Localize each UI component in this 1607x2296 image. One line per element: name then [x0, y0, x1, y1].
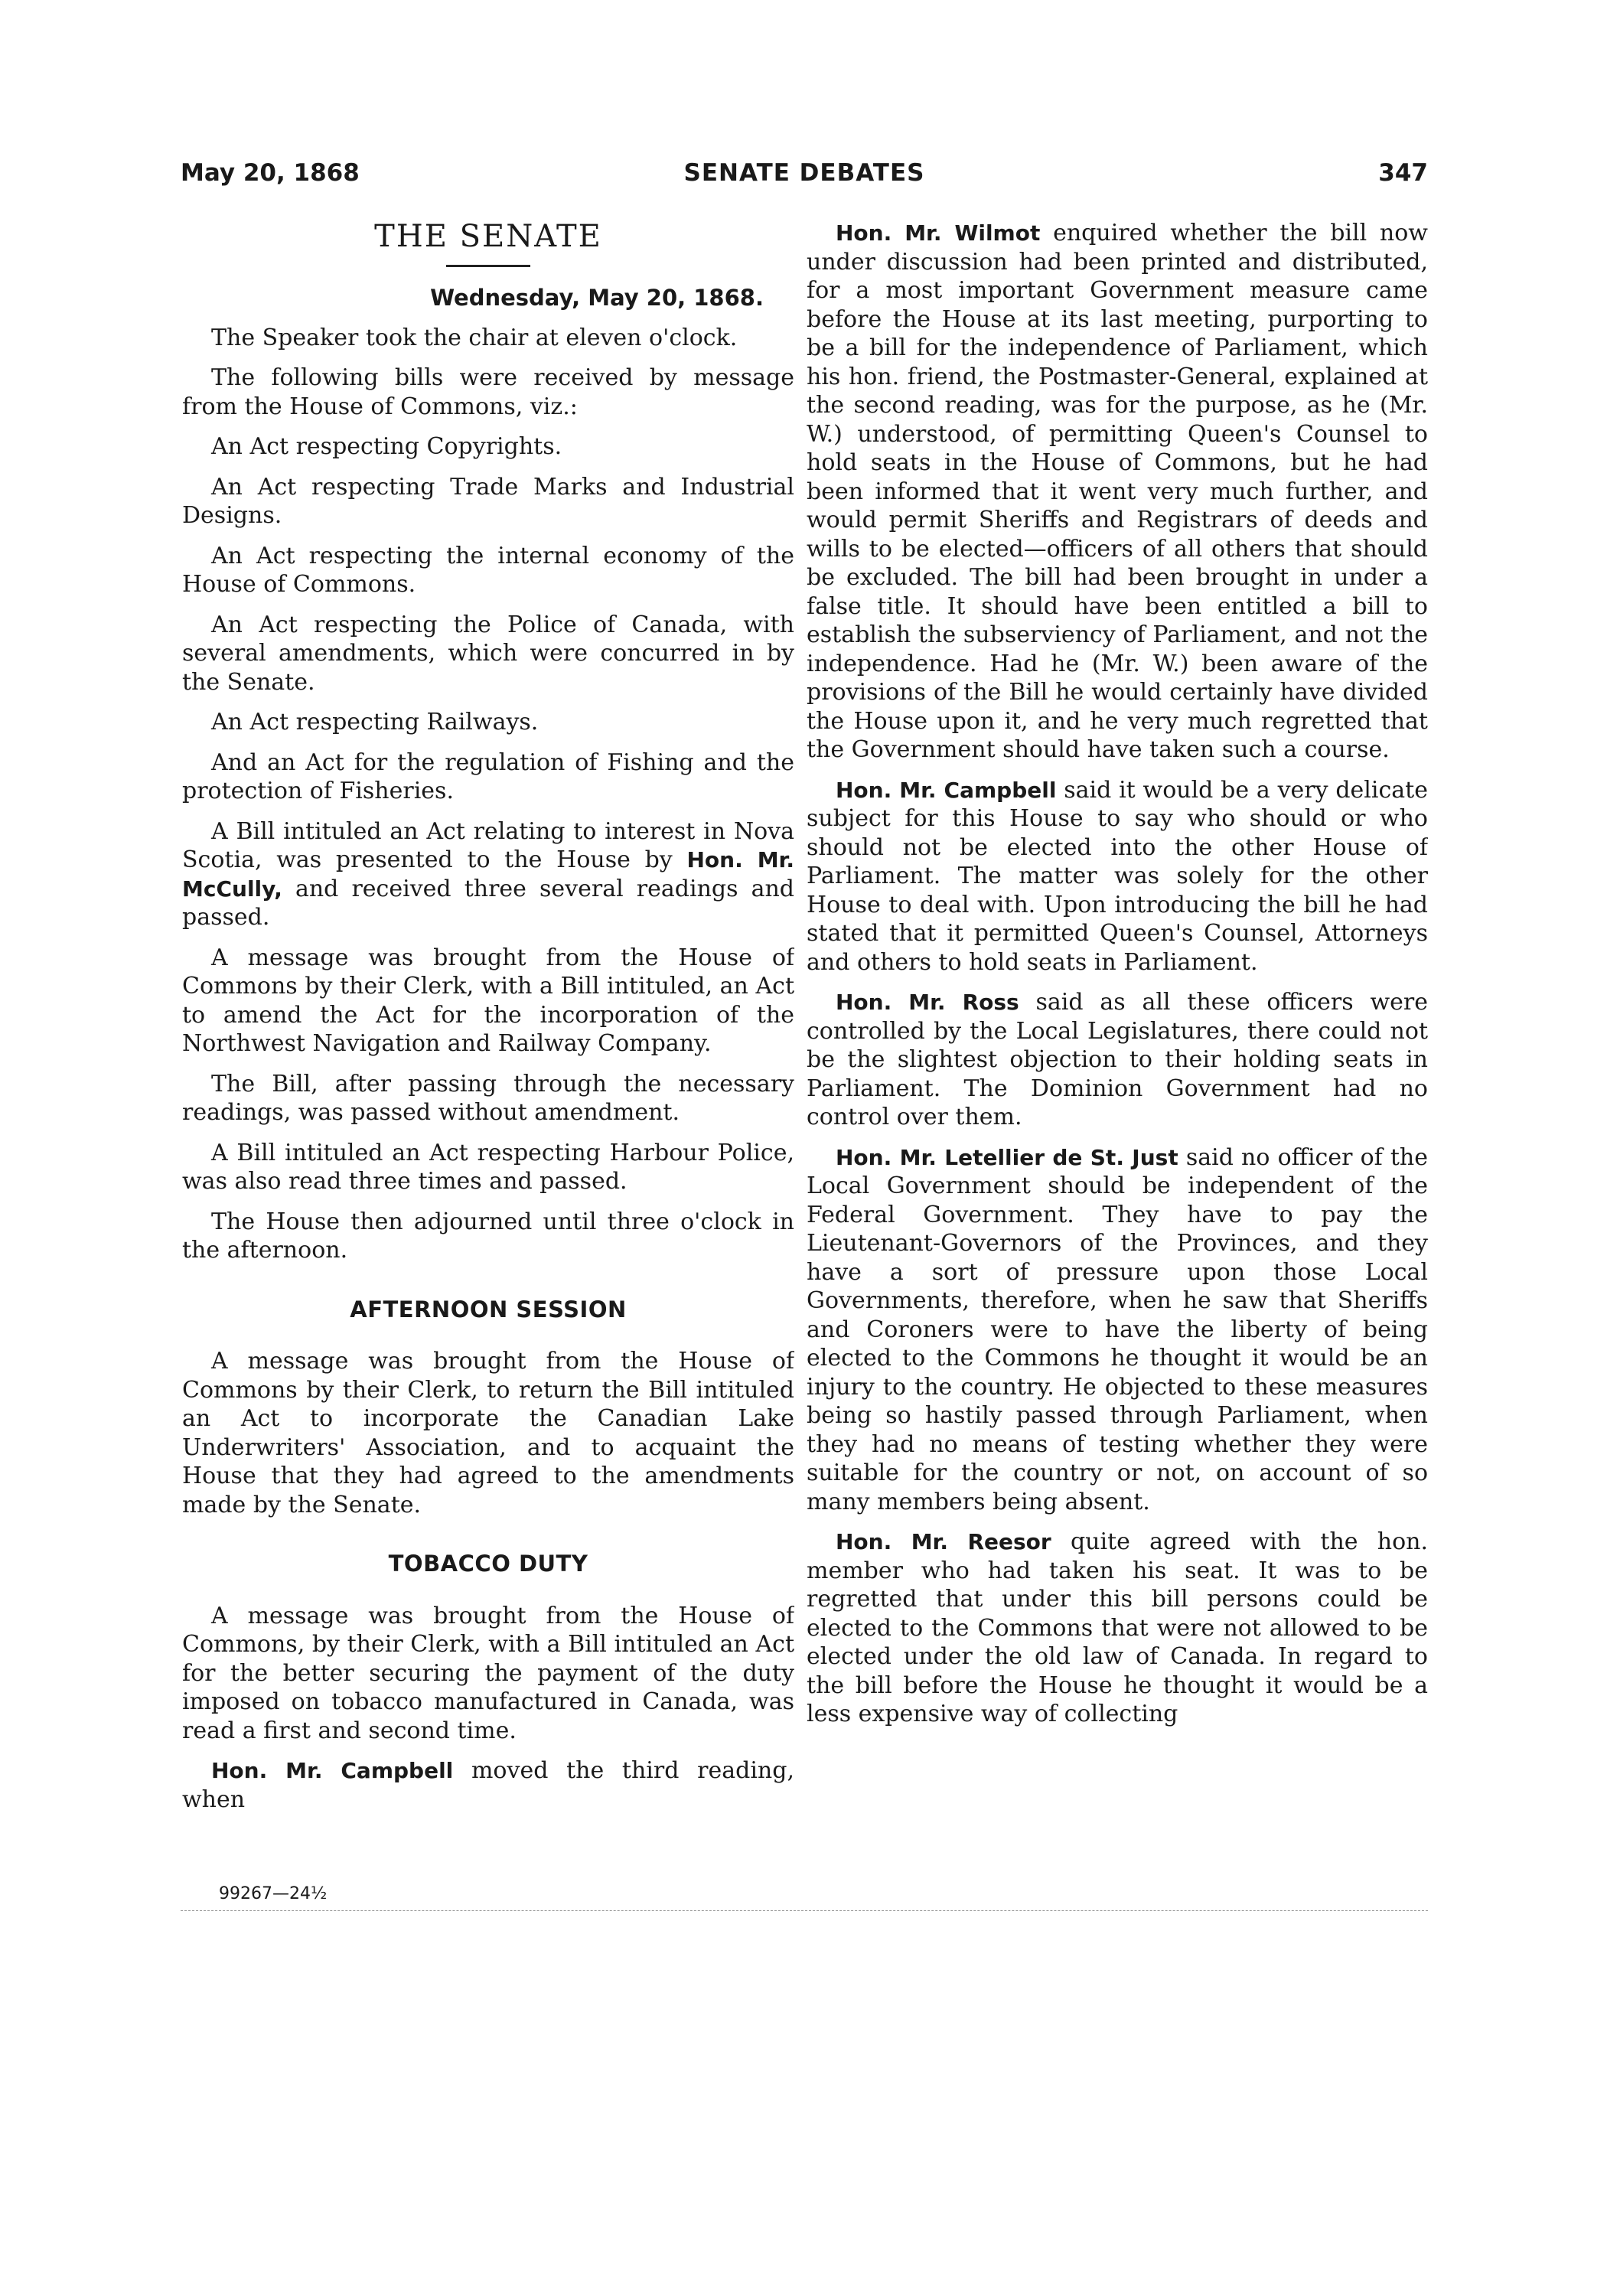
senate-title: THE SENATE — [374, 219, 602, 254]
footnote-code: 99267—24½ — [219, 1884, 328, 1903]
dateline: Wednesday, May 20, 1868. — [430, 285, 764, 311]
right-column — [807, 219, 1428, 2178]
paragraph-text: moved the third reading, when — [182, 1757, 794, 1813]
header-date: May 20, 1868 — [181, 159, 360, 187]
speaker-name: Hon. Mr. Wilmot — [836, 220, 1041, 246]
paragraph: An Act respecting the internal economy of the House of Commons. — [182, 542, 794, 598]
speech-text: said no officer of the Local Government should be independent of the Federal Government. They have to pay the Lieutenant-Governors of the Provinces, and they have a sort of pressure upon those Local Governments, therefore, when he saw that Sheriffs and Coroners were to have the liberty of being elected to the Commons he thought it would be an injury to the country. He objected to these measures being so hastily passed through Parliament, when they had no means of testing whether they were suitable for the country or not, on account of so many members being absent. — [807, 1143, 1428, 1515]
speaker-name: Hon. Mr. Campbell — [211, 1758, 454, 1783]
speaker-name: Hon. Mr. Letellier de St. Just — [836, 1144, 1178, 1170]
speech — [807, 1528, 1428, 1729]
running-header — [181, 159, 1428, 197]
speech — [807, 1143, 1428, 1517]
speech-text: enquired whether the bill now under discussion had been printed and distributed, for a most important Government measure came before the House at its last meeting, purporting to be a bill for the independence of Parliament, which his hon. friend, the Postmaster-General, explained at the second reading, was for the purpose, as he (Mr. W.) understood, of permitting Queen's Counsel to hold seats in the House of Commons, but he had been informed that it went very much further, and would permit Sheriffs and Registrars of deeds and wills to be elected—officers of all others that should be excluded. The bill had been brought in under a false title. It should have been entitled a bill to establish the subserviency of Parliament, and not the independence. Had he (Mr. W.) been aware of the provisions of the Bill he would certainly have divided the House upon it, and he very much regretted that the Government should have taken such a course. — [807, 220, 1428, 763]
bottom-rule — [181, 1910, 1428, 1911]
paragraph: A message was brought from the House of Commons by their Clerk, with a Bill intituled, an Act to amend the Act for the incorporation of the Northwest Navigation and Railway Company. — [182, 944, 794, 1057]
paragraph-text: and received three several readings and passed. — [182, 875, 794, 931]
paragraph-campbell — [182, 1756, 794, 1814]
paragraph: The following bills were received by message from the House of Commons, viz.: — [182, 364, 794, 420]
speaker-name: Hon. Mr. Reesor — [836, 1529, 1051, 1554]
afternoon-session-heading: AFTERNOON SESSION — [350, 1296, 627, 1322]
paragraph: The Bill, after passing through the necessary readings, was passed without amendment. — [182, 1070, 794, 1126]
paragraph: An Act respecting the Police of Canada, with several amendments, which were concurred in by the Senate. — [182, 611, 794, 696]
speech — [807, 219, 1428, 765]
paragraph: The Speaker took the chair at eleven o'clock. — [211, 324, 738, 351]
paragraph: And an Act for the regulation of Fishing and the protection of Fisheries. — [182, 748, 794, 804]
paragraph-mccully — [182, 817, 794, 932]
paragraph: A Bill intituled an Act respecting Harbour Police, was also read three times and passed. — [182, 1139, 794, 1195]
speech-text: said it would be a very delicate subject for this House to say who should or who should not be elected into the other House of Parliament. The matter was solely for the other House to deal with. Upon introducing the bill he had stated that it permitted Queen's Counsel, Attorneys and others to hold seats in Parliament. — [807, 776, 1428, 976]
tobacco-duty-heading: TOBACCO DUTY — [388, 1551, 588, 1577]
speech — [807, 776, 1428, 977]
paragraph: The House then adjourned until three o'clock in the afternoon. — [182, 1208, 794, 1264]
speaker-name: Hon. Mr. McCully, — [182, 847, 794, 902]
paragraph: A message was brought from the House of Commons by their Clerk, to return the Bill intituled an Act to incorporate the Canadian Lake Underwriters' Association, and to acquaint the House that they had agreed to the amendments made by the Senate. — [182, 1348, 794, 1518]
speech-text: said as all these officers were controlled by the Local Legislatures, there could not be the slightest objection to their holding seats in Parliament. The Dominion Government had no control over them. — [807, 989, 1428, 1130]
speaker-name: Hon. Mr. Ross — [836, 990, 1019, 1015]
paragraph: A message was brought from the House of Commons, by their Clerk, with a Bill intituled an Act for the better securing the payment of the duty imposed on tobacco manufactured in Canada, was read a first and second time. — [182, 1602, 794, 1744]
paragraph: An Act respecting Copyrights. — [211, 433, 562, 460]
title-rule — [446, 265, 530, 267]
page-number: 347 — [1378, 159, 1428, 187]
speaker-name: Hon. Mr. Campbell — [836, 777, 1057, 803]
speech — [807, 988, 1428, 1132]
header-title: SENATE DEBATES — [683, 159, 925, 187]
paragraph: An Act respecting Railways. — [211, 709, 539, 735]
paragraph: An Act respecting Trade Marks and Industrial Designs. — [182, 473, 794, 529]
speech-text: quite agreed with the hon. member who had taken his seat. It was to be regretted that under this bill persons could be elected to the Commons that were not allowed to be elected under the old law of Canada. In regard to the bill before the House he thought it would be a less expensive way of collecting — [807, 1528, 1428, 1727]
paragraph-text: A Bill intituled an Act relating to interest in Nova Scotia, was presented to the House by — [182, 817, 794, 873]
